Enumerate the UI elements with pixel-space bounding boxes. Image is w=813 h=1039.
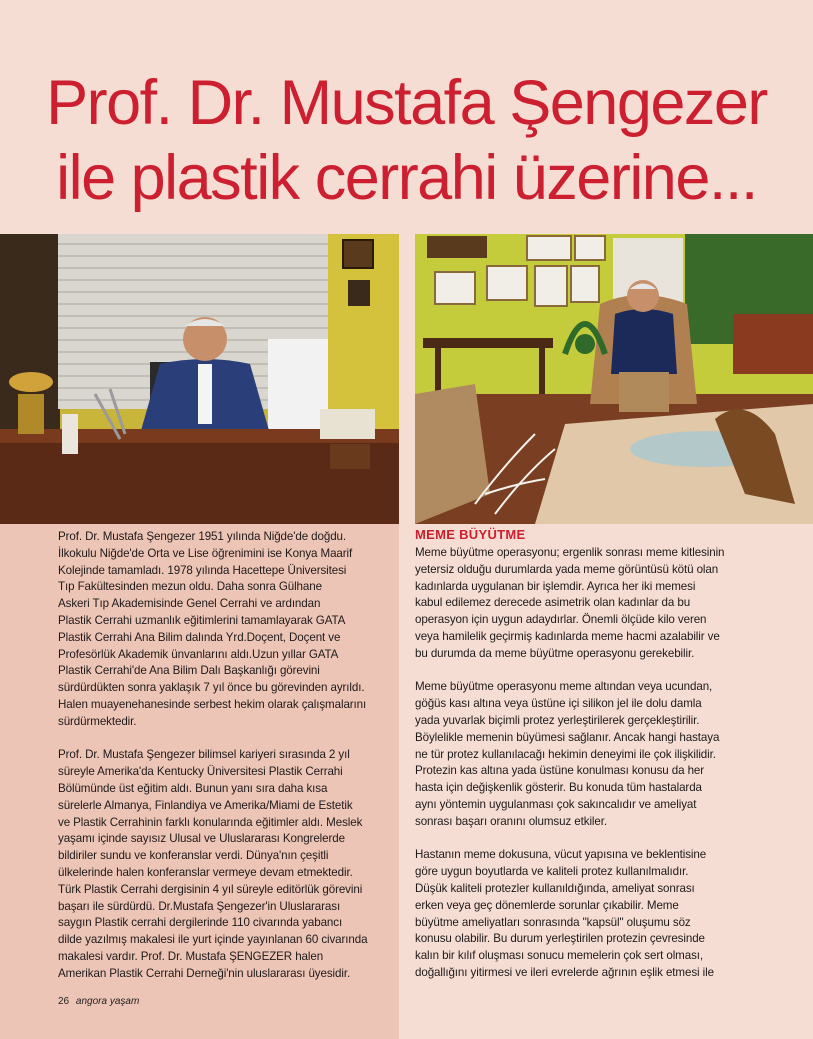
biography-column (58, 529, 398, 999)
page-footer (58, 996, 139, 1007)
biography-paragraph-2: Prof. Dr. Mustafa Şengezer bilimsel kariyeri sırasında 2 yıl süreyle Amerika'da Kentucky Üniversitesi Plastik Cerrahi Bölümünde üst eğitim aldı. Bunun yanı sıra daha kısa sürelerle Almanya, Finlandiya ve Amerika/Miami de Estetik ve Plastik Cerrahinin farklı konularında eğitimler aldı. Meslek yaşamı içinde sayısız Ulusal ve Uluslararası Kongrelerde bildiriler sundu ve konferanslar verdi. Dünya'nın çeşitli ülkelerinde halen konferanslar vermeye devam etmektedir. Türk Plastik Cerrahi dergisinin 4 yıl süreyle editörlük görevini başarı ile sürdürdü. Dr.Mustafa Şengezer'in Uluslararası saygın Plastik cerrahi dergilerinde 110 civarında yabancı dilde yazılmış makalesi ile yurt içinde yayınlanan 60 civarında makalesi vardır. Prof. Dr. Mustafa ŞENGEZER halen Amerikan Plastik Cerrahi Derneği'nin uluslararası üyesidir. (58, 748, 368, 980)
doctor-office-photo (415, 234, 813, 524)
article-title-line1: Prof. Dr. Mustafa Şengezer (46, 68, 767, 138)
section-paragraph-3: Hastanın meme dokusuna, vücut yapısına ve beklentisine göre uygun boyutlarda ve kaliteli protez kullanılmalıdır. Düşük kaliteli protezler kullanıldığında, ameliyat sonrası erken veya geç dönemlerde sorunlar çıkabilir. Meme büyütme ameliyatları sonrasında "kapsül" oluşumu söz konusu olabilir. Bu durum yerleştirilen protezin çevresinde kalın bir kılıf oluşması sonucu memelerin çok sert olması, doğallığını yitirmesi ve ileri evrelerde ağrının eşlik etmesi ile (415, 848, 714, 979)
doctor-desk-photo (0, 234, 399, 524)
breast-augmentation-column (415, 545, 760, 999)
article-title-line2: ile plastik cerrahi üzerine... (56, 143, 757, 213)
biography-paragraph-1: Prof. Dr. Mustafa Şengezer 1951 yılında Niğde'de doğdu. İlkokulu Niğde'de Orta ve Lise öğrenimini ise Konya Maarif Kolejinde tamamladı. 1978 yılında Hacettepe Üniversitesi Tıp Fakültesinden mezun oldu. Daha sonra Gülhane Askeri Tıp Akademisinde Genel Cerrahi ve ardından Plastik Cerrahi uzmanlık eğitimlerini tamamlayarak GATA Plastik Cerrahi Ana Bilim dalında Yrd.Doçent, Doçent ve Profesörlük Akademik ünvanlarını aldı.Uzun yıllar GATA Plastik Cerrahi'de Ana Bilim Dalı Başkanlığı görevini sürdürdükten sonra yaklaşık 7 yıl önce bu görevinden ayrıldı. Halen muayenehanesinde serbest hekim olarak çalışmalarını sürdürmektedir. (58, 530, 367, 728)
section-heading: MEME BÜYÜTME (415, 527, 526, 542)
section-paragraph-2: Meme büyütme operasyonu meme altından veya ucundan, göğüs kası altına veya üstüne içi silikon jel ile dolu damla yada yuvarlak biçimli protez yerleştirilerek gerçekleştirilir. Böylelikle memenin büyümesi sağlanır. Ancak hangi hastaya ne tür protez kullanılacağı hekimin deneyimi ile çok ilişkilidir. Protezin kas altına yada üstüne konulması konusu da her hasta için değişkenlik gösterir. Bu konuda tüm hastalarda aynı yöntemin uygulanması çok sakıncalıdır ve ameliyat sonrası başarı oranını olumsuz etkiler. (415, 680, 720, 828)
page-number: 26 (58, 996, 70, 1007)
section-paragraph-1: Meme büyütme operasyonu; ergenlik sonrası meme kitlesinin yetersiz olduğu durumlarda yada meme görüntüsü kötü olan kadınlarda uygulanan bir işlemdir. Ayrıca her iki memesi kabul edilemez derecede asimetrik olan kadınlar da bu operasyon için uygun adaydırlar. Önemli ölçüde kilo veren veya hamilelik geçirmiş kadınlarda meme hacmi azalabilir ve bu durumda da meme büyütme operasyonu gerekebilir. (415, 546, 725, 660)
magazine-name: angora yaşam (75, 996, 140, 1007)
